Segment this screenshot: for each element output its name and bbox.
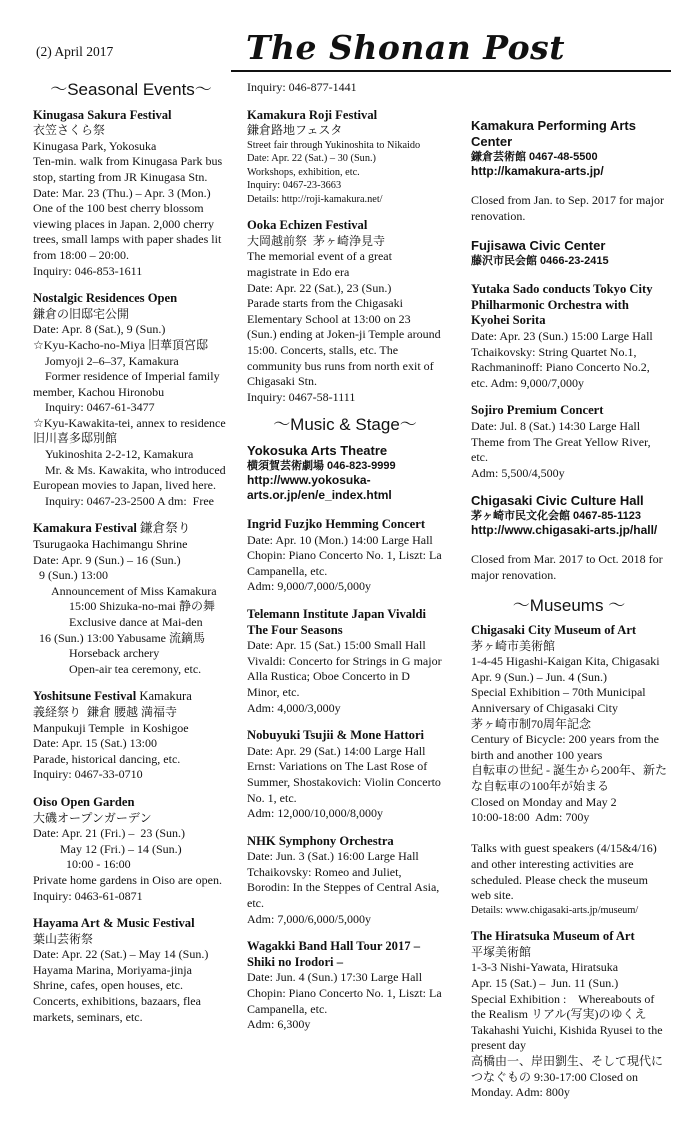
event-line: Manpukuji Temple in Koshigoe bbox=[33, 720, 189, 735]
event-detail-line: Details: http://roji-kamakura.net/ bbox=[247, 193, 383, 205]
event-line: Yukinoshita 2-2-12, Kamakura bbox=[33, 447, 194, 462]
venue-note: Closed from Mar. 2017 to Oct. 2018 for major renovation. bbox=[471, 552, 663, 582]
event-detail-line: Workshops, exhibition, etc. bbox=[247, 166, 360, 178]
event-line: One of the 100 best cherry blossom viewing places in Japan. 2,000 cherry trees, small lamps with paper shades lit from 18:00 – 20:00. bbox=[33, 201, 225, 262]
event-line: Private home gardens in Oiso are open. bbox=[33, 872, 222, 887]
venue-block bbox=[471, 118, 667, 224]
event-line: Tsurugaoka Hachimangu Shrine bbox=[33, 537, 188, 552]
event-line: 自転車の世紀 - 誕生から200年、新たな自転車の100年が始まる bbox=[471, 763, 667, 794]
event-line: 16 (Sun.) 13:00 Yabusame 流鏑馬 bbox=[33, 630, 206, 645]
event-line: Adm: 5,500/4,500y bbox=[471, 465, 565, 480]
event-line: Horseback archery bbox=[33, 646, 160, 661]
event-line: 平塚美術館 bbox=[471, 944, 532, 959]
event-line: Date: Jun. 3 (Sat.) 16:00 Large Hall bbox=[247, 849, 419, 864]
venue-block bbox=[471, 493, 667, 583]
event-line: Vivaldi: Concerto for Strings in G major Alla Rustica; Oboe Concerto in D Minor, etc. bbox=[247, 653, 444, 699]
event-listing bbox=[33, 795, 229, 904]
event-title: Yutaka Sado conducts Tokyo City Philharmonic Orchestra with Kyohei Sorita bbox=[471, 282, 653, 328]
event-listing bbox=[247, 834, 443, 928]
event-listing bbox=[33, 916, 229, 1025]
event-line: Inquiry: 0467-58-1111 bbox=[247, 389, 356, 404]
event-line: Special Exhibition – 70th Municipal Anniversary of Chigasaki City bbox=[471, 685, 648, 716]
event-listing bbox=[471, 929, 667, 1101]
event-title: Nostalgic Residences Open bbox=[33, 291, 178, 306]
venue-name: Kamakura Performing Arts Center bbox=[471, 118, 636, 149]
event-line: 10:00 - 16:00 bbox=[33, 857, 131, 872]
event-line: 1-3-3 Nishi-Yawata, Hiratsuka bbox=[471, 960, 619, 975]
event-listing bbox=[471, 403, 667, 481]
event-line: 大磯オープンガーデン bbox=[33, 810, 152, 825]
event-line: 15:00 Shizuka-no-mai 静の舞 bbox=[33, 599, 215, 614]
event-line: Inquiry: 0467-33-0710 bbox=[33, 767, 143, 782]
event-line: Date: Apr. 9 (Sun.) – 16 (Sun.) bbox=[33, 552, 181, 567]
event-line: Date: Mar. 23 (Thu.) – Apr. 3 (Mon.) bbox=[33, 185, 211, 200]
event-line: Inquiry: 046-877-1441 bbox=[247, 80, 357, 94]
event-title: Kamakura Roji Festival bbox=[247, 107, 378, 122]
event-line: Closed on Monday and May 2 bbox=[471, 794, 617, 809]
event-line: 高橋由一、岸田劉生、そして現代につなぐもの 9:30-17:00 Closed on Monday. Adm: 800y bbox=[471, 1054, 664, 1100]
venue-contact: 鎌倉芸術館 0467-48-5500 bbox=[471, 151, 598, 163]
event-line: 茅ヶ崎市美術館 bbox=[471, 638, 556, 653]
section-heading: ～Museums ～ bbox=[512, 595, 626, 615]
event-title: Sojiro Premium Concert bbox=[471, 403, 604, 418]
event-line: Exclusive dance at Mai-den bbox=[33, 615, 203, 629]
venue-url-link[interactable]: http://kamakura-arts.jp/ bbox=[471, 164, 604, 178]
event-line: Open-air tea ceremony, etc. bbox=[33, 661, 202, 676]
event-line: The memorial event of a great magistrate in Edo era bbox=[247, 249, 395, 280]
event-line: Special Exhibition : Whereabouts of the Realism リアル(写実)のゆくえ bbox=[471, 991, 658, 1022]
event-title: Ooka Echizen Festival bbox=[247, 218, 368, 233]
event-line: May 12 (Fri.) – 14 (Sun.) bbox=[33, 841, 182, 856]
event-line: Date: Apr. 23 (Sun.) 15:00 Large Hall bbox=[471, 328, 653, 343]
event-listing bbox=[33, 521, 229, 677]
venue-note: Closed from Jan. to Sep. 2017 for major renovation. bbox=[471, 193, 664, 223]
venue-contact: 茅ヶ崎市民文化会館 0467-85-1123 bbox=[471, 510, 641, 523]
event-line: Parade, historical dancing, etc. bbox=[33, 751, 181, 766]
event-line: 9 (Sun.) 13:00 bbox=[33, 568, 108, 583]
event-title-suffix: Kamakura bbox=[136, 689, 192, 704]
event-line: Takahashi Yuichi, Kishida Ryusei to the present day bbox=[471, 1022, 666, 1053]
event-title: Wagakki Band Hall Tour 2017 – Shiki no Irodori – bbox=[247, 939, 420, 969]
event-line: Date: Apr. 8 (Sat.), 9 (Sun.) bbox=[33, 322, 166, 337]
event-title: Kamakura Festival 鎌倉祭り bbox=[33, 521, 191, 536]
event-detail-line: Street fair through Yukinoshita to Nikaido bbox=[247, 139, 421, 151]
event-line: Adm: 9,000/7,000/5,000y bbox=[247, 579, 372, 594]
event-line: ☆Kyu-Kacho-no-Miya 旧華頂宮邸 bbox=[33, 337, 209, 352]
event-title: Oiso Open Garden bbox=[33, 794, 135, 809]
event-line: 衣笠さくら祭 bbox=[33, 123, 106, 138]
event-line: Adm: 6,300y bbox=[247, 1017, 311, 1032]
event-line: Century of Bicycle: 200 years from the birth and another 100 years bbox=[471, 732, 662, 762]
event-line: ☆Kyu-Kawakita-tei, annex to residence 旧川喜多邸別館 bbox=[33, 415, 235, 446]
event-listing bbox=[247, 80, 443, 96]
newsletter-title: The Shonan Post bbox=[246, 28, 565, 67]
event-line: Date: Apr. 15 (Sat.) 13:00 bbox=[33, 736, 157, 751]
event-line: Date: Jun. 4 (Sun.) 17:30 Large Hall bbox=[247, 970, 423, 985]
issue-date: (2) April 2017 bbox=[36, 44, 114, 59]
event-line: 鎌倉の旧邸宅公開 bbox=[33, 306, 130, 321]
event-line: Inquiry: 0467-61-3477 bbox=[33, 400, 155, 415]
event-line: Date: Apr. 22 (Sat.) – May 14 (Sun.) bbox=[33, 947, 209, 962]
venue-block bbox=[247, 443, 443, 503]
event-line: Theme from The Great Yellow River, etc. bbox=[471, 434, 654, 465]
column-spacer bbox=[471, 80, 667, 118]
event-title: Chigasaki City Museum of Art bbox=[471, 623, 637, 638]
event-line: Apr. 15 (Sat.) – Jun. 11 (Sun.) bbox=[471, 976, 619, 991]
event-listing bbox=[247, 517, 443, 595]
event-line: Date: Apr. 21 (Fri.) – 23 (Sun.) bbox=[33, 826, 185, 841]
event-line: Apr. 9 (Sun.) – Jun. 4 (Sun.) bbox=[471, 669, 608, 684]
event-listing bbox=[33, 689, 229, 783]
event-line: 10:00-18:00 Adm: 700y bbox=[471, 810, 590, 825]
masthead-bar bbox=[0, 0, 700, 74]
event-line: Inquiry: 046-853-1611 bbox=[33, 263, 143, 278]
event-title-suffix: 鎌倉祭り bbox=[136, 521, 191, 536]
event-detail-line: Details: www.chigasaki-arts.jp/museum/ bbox=[471, 904, 639, 916]
venue-name: Chigasaki Civic Culture Hall bbox=[471, 493, 644, 509]
column-2 bbox=[247, 80, 443, 1136]
event-title: Telemann Institute Japan Vivaldi The Four Seasons bbox=[247, 606, 427, 637]
event-title: Nobuyuki Tsujii & Mone Hattori bbox=[247, 728, 425, 743]
event-listing bbox=[33, 291, 235, 509]
venue-name: Fujisawa Civic Center bbox=[471, 238, 606, 254]
event-line: Kinugasa Park, Yokosuka bbox=[33, 138, 157, 153]
event-line: Inquiry: 0463-61-0871 bbox=[33, 888, 143, 903]
event-line: Chopin: Piano Concerto No. 1, Liszt: La Campanella, etc. bbox=[247, 986, 445, 1016]
event-line: Jomyoji 2–6–37, Kamakura bbox=[33, 353, 179, 368]
event-line: Inquiry: 0467-23-2500 A dm: Free bbox=[33, 493, 214, 508]
event-line: Tchaikovsky: String Quartet No.1, Rachmaninoff: Piano Concerto No.2, etc. Adm: 9,000/7,000y bbox=[471, 344, 653, 390]
event-listing bbox=[471, 282, 667, 391]
event-listing bbox=[247, 218, 443, 405]
event-listing bbox=[247, 108, 443, 207]
event-line: 鎌倉路地フェスタ bbox=[247, 123, 343, 138]
event-listing bbox=[247, 939, 443, 1033]
event-line: Date: Jul. 8 (Sat.) 14:30 Large Hall bbox=[471, 418, 641, 433]
event-line: Date: Apr. 10 (Mon.) 14:00 Large Hall bbox=[247, 532, 433, 547]
event-line: Adm: 4,000/3,000y bbox=[247, 700, 341, 715]
event-line: Announcement of Miss Kamakura bbox=[33, 583, 217, 598]
header-rule bbox=[231, 70, 671, 72]
event-title: NHK Symphony Orchestra bbox=[247, 833, 394, 848]
event-line: Ernst: Variations on The Last Rose of Summer, Shostakovich: Violin Concerto No. 1, etc. bbox=[247, 759, 444, 805]
venue-name: Yokosuka Arts Theatre bbox=[247, 443, 388, 458]
event-line: 義経祭り 鎌倉 腰越 満福寺 bbox=[33, 704, 178, 719]
venue-block bbox=[471, 238, 667, 268]
section-heading: ～Seasonal Events～ bbox=[50, 80, 212, 99]
event-line: Adm: 7,000/6,000/5,000y bbox=[247, 911, 372, 926]
event-line: Ten-min. walk from Kinugasa Park bus stop, starting from JR Kinugasa Stn. bbox=[33, 154, 226, 184]
venue-url-link[interactable]: http://www.yokosuka-arts.or.jp/en/e_index.html bbox=[247, 473, 392, 502]
column-1 bbox=[33, 80, 235, 1136]
event-line bbox=[471, 826, 667, 842]
venue-url-link[interactable]: http://www.chigasaki-arts.jp/hall/ bbox=[471, 523, 658, 538]
event-line: Concerts, exhibitions, bazaars, flea markets, seminars, etc. bbox=[33, 994, 204, 1024]
column-3 bbox=[471, 80, 667, 1136]
event-line: Hayama Marina, Moriyama-jinja Shrine, cafes, open houses, etc. bbox=[33, 962, 195, 993]
event-listing bbox=[247, 607, 443, 716]
venue-contact: 藤沢市民会館 0466-23-2415 bbox=[471, 255, 609, 268]
event-title: Kinugasa Sakura Festival bbox=[33, 107, 172, 122]
event-line: 茅ヶ崎市制70周年記念 bbox=[471, 716, 592, 731]
event-line: Date: Apr. 22 (Sat.), 23 (Sun.) bbox=[247, 280, 392, 295]
venue-contact: 横須賀芸術劇場 046-823-9999 bbox=[247, 460, 396, 472]
event-line: Parade starts from the Chigasaki Elementary School at 13:00 on 23 (Sun.) ending at Joken-ji Temple around 15:00. Concerts, stalls, etc. The community bus runs from north exit of Chigasaki Stn. bbox=[247, 296, 444, 389]
event-line: 大岡越前祭 茅ヶ崎浄見寺 bbox=[247, 233, 386, 248]
event-line: Adm: 12,000/10,000/8,000y bbox=[247, 806, 384, 821]
event-line: 葉山芸術祭 bbox=[33, 931, 94, 946]
event-line: Date: Apr. 29 (Sat.) 14:00 Large Hall bbox=[247, 743, 426, 758]
event-detail-line: Inquiry: 0467-23-3663 bbox=[247, 180, 342, 192]
event-title: Hayama Art & Music Festival bbox=[33, 916, 195, 931]
event-listing bbox=[33, 108, 229, 280]
event-listing bbox=[471, 623, 667, 917]
event-listing bbox=[247, 728, 443, 822]
event-line: Talks with guest speakers (4/15&4/16) and other interesting activities are scheduled. Please check the museum web site. bbox=[471, 841, 660, 903]
event-title: Yoshitsune Festival Kamakura bbox=[33, 689, 192, 704]
event-line: Mr. & Ms. Kawakita, who introduced European movies to Japan, lived here. bbox=[33, 462, 229, 493]
event-line: Chopin: Piano Concerto No. 1, Liszt: La Campanella, etc. bbox=[247, 548, 445, 578]
event-line: Former residence of Imperial family member, Kachou Hironobu bbox=[33, 369, 223, 399]
section-heading: ～Music & Stage～ bbox=[273, 415, 417, 435]
event-title: Ingrid Fuzjko Hemming Concert bbox=[247, 517, 426, 531]
event-line: Date: Apr. 15 (Sat.) 15:00 Small Hall bbox=[247, 638, 426, 653]
event-detail-line: Date: Apr. 22 (Sat.) – 30 (Sun.) bbox=[247, 153, 376, 165]
event-line: Tchaikovsky: Romeo and Juliet, Borodin: In the Steppes of Central Asia, etc. bbox=[247, 864, 443, 911]
event-title: The Hiratsuka Museum of Art bbox=[471, 929, 635, 944]
event-line: 1-4-45 Higashi-Kaigan Kita, Chigasaki bbox=[471, 654, 660, 669]
